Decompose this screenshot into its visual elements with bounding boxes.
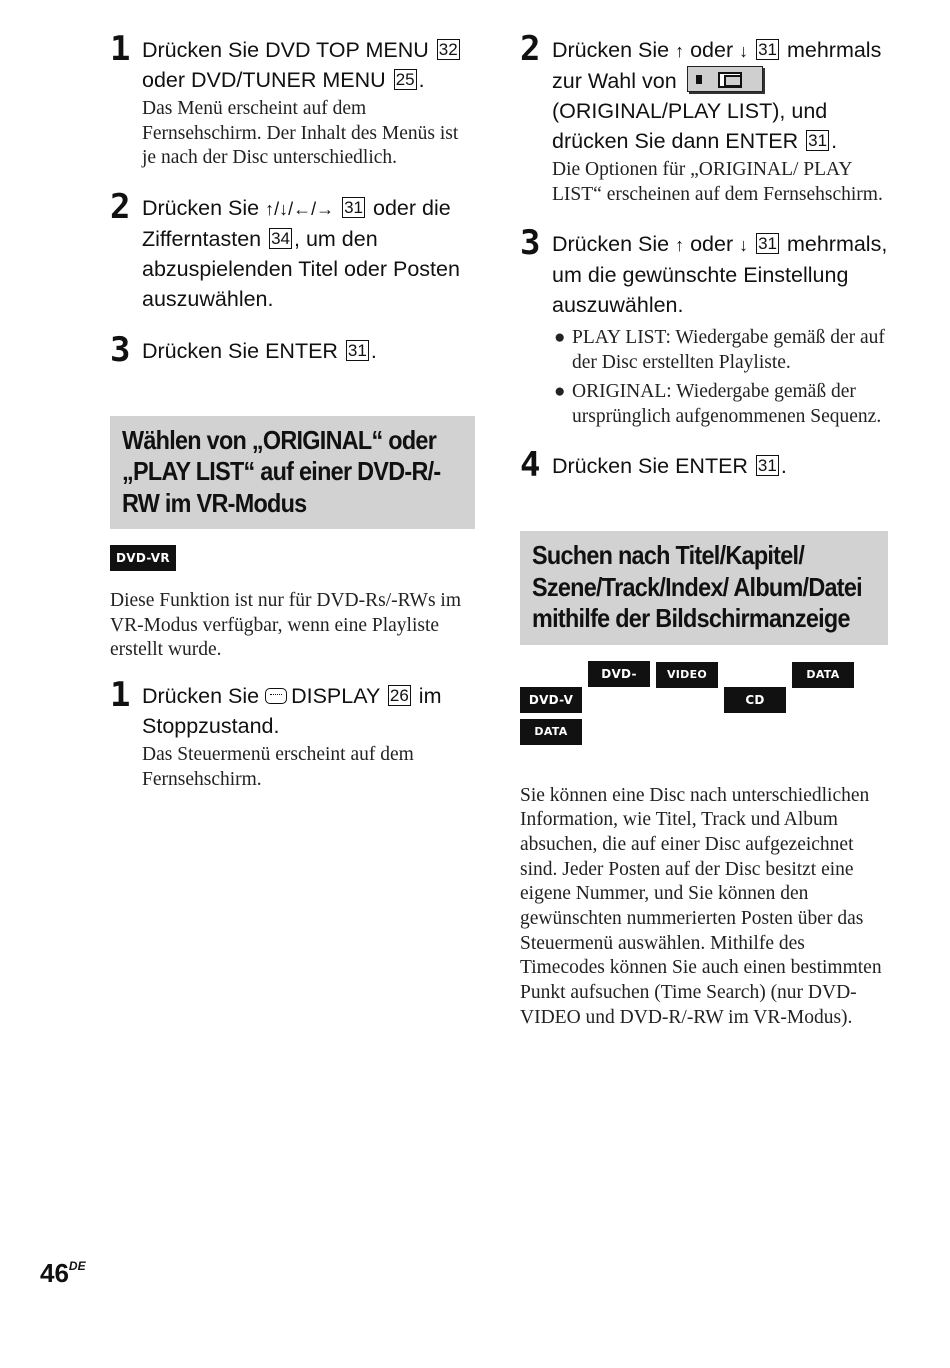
step-number: 1 (110, 675, 131, 716)
step-number: 4 (520, 445, 541, 485)
ref-number: 26 (389, 686, 409, 706)
up-arrow-icon: ↑ (675, 235, 685, 255)
section-heading-search (520, 531, 888, 645)
disc-badge-data-cd: DATA CD (792, 662, 854, 688)
step-number: 3 (520, 223, 541, 263)
step-instruction: Drücken Sie DVD TOP MENU 32 oder DVD/TUNER MENU 25 . (142, 38, 458, 92)
disc-badge-video-cd: VIDEO CD (656, 662, 718, 688)
up-arrow-icon: ↑ (675, 41, 685, 61)
ref-number: 32 (438, 40, 458, 59)
step-note: Das Steuermenü erscheint auf dem Fernsehschirm. (142, 744, 414, 790)
section-title: Wählen von „ORIGINAL“ oder „PLAY LIST“ auf einer DVD-R/-RW im VR-Modus (122, 424, 441, 518)
step-instruction: Drücken Sie ↑/↓/←/→ 31 oder die Zifferntasten 34 , um den abzuspielenden Titel oder Posten auszuwählen. (142, 195, 460, 311)
step-number: 2 (110, 186, 131, 227)
ref-number: 31 (808, 131, 828, 150)
down-arrow-icon: ↓ (739, 235, 749, 255)
step-instruction: Drücken Sie ENTER 31 . (552, 454, 787, 478)
ref-number: 31 (757, 456, 777, 475)
ref-number: 25 (395, 70, 415, 89)
ref-number: 31 (344, 197, 364, 217)
step-note: Die Optionen für „ORIGINAL/ PLAY LIST“ erscheinen auf dem Fernsehschirm. (552, 159, 883, 205)
disc-badge-cd: CD (724, 687, 786, 713)
step-instruction: Drücken Sie ↑ oder ↓ 31 mehrmals zur Wahl von (ORIGINAL/PLAY LIST), und drücken Sie dann ENTER 31 . (552, 38, 882, 153)
arrow-keys-icon: ↑/↓/←/→ (265, 198, 335, 219)
step-number: 3 (110, 329, 131, 370)
step-2-original-playlist (520, 29, 888, 207)
display-button-icon (265, 688, 287, 704)
option-list (552, 326, 888, 429)
bullet-icon: ● (554, 327, 566, 348)
disc-badge-dvd-v: DVD-V (520, 687, 582, 713)
section-title: Suchen nach Titel/Kapitel/ Szene/Track/Index/ Album/Datei mithilfe der Bildschirmanzeige (532, 540, 862, 633)
right-column (520, 29, 888, 1031)
down-arrow-icon: ↓ (739, 41, 749, 61)
page-number: 46DE (40, 1258, 86, 1288)
step-1-display (110, 675, 475, 792)
disc-badges (110, 545, 475, 577)
step-number: 1 (110, 29, 131, 69)
disc-badges (520, 661, 890, 766)
bullet-icon: ● (554, 381, 566, 402)
step-2-select-title (110, 186, 475, 314)
step-number: 2 (520, 29, 541, 69)
step-3-enter (110, 329, 475, 370)
ref-number: 31 (758, 234, 777, 253)
original-playlist-menu-icon (687, 66, 763, 92)
list-item: ● ORIGINAL: Wiedergabe gemäß der ursprünglich aufgenommenen Sequenz. (554, 381, 882, 427)
left-column (110, 29, 475, 814)
list-item: ● PLAY LIST: Wiedergabe gemäß der auf der Disc erstellten Playliste. (554, 327, 885, 373)
disc-badge-data-dvd: DATA DVD (520, 719, 582, 745)
disc-badge-dvd-vr: DVD-VR (110, 545, 176, 571)
step-4-enter (520, 445, 888, 485)
ref-number: 31 (347, 340, 367, 360)
intro-paragraph: Diese Funktion ist nur für DVD-Rs/-RWs im VR-Modus verfügbar, wenn eine Playliste erstellt wurde. (110, 590, 461, 661)
step-1-top-menu (110, 29, 475, 171)
step-instruction: Drücken Sie ENTER 31 . (142, 338, 377, 363)
search-description: Sie können eine Disc nach unterschiedlichen Information, wie Titel, Track und Album absuchen, die auf einer Disc aufgezeichnet sind. Jeder Posten auf der Disc besitzt eine eigene Nummer, und Sie können den gewünschten nummerierten Posten über das Steuermenü auswählen. Mithilfe des Timecodes können Sie auch einen bestimmten Punkt aufsuchen (Time Search) (nur DVD-VIDEO und DVD-R/-RW im VR-Modus). (520, 784, 882, 1028)
language-code: DE (68, 1259, 86, 1273)
ref-number: 34 (271, 228, 291, 248)
section-heading-original-playlist (110, 416, 475, 530)
step-instruction: Drücken Sie DISPLAY 26 im Stoppzustand. (142, 684, 442, 739)
step-note: Das Menü erscheint auf dem Fernsehschirm. Der Inhalt des Menüs ist je nach der Disc unterschiedlich. (142, 98, 459, 168)
ref-number: 31 (758, 40, 777, 59)
disc-badge-dvd-vr: DVD-VR (588, 661, 650, 687)
step-3-select-setting (520, 223, 888, 429)
step-instruction: Drücken Sie ↑ oder ↓ 31 mehrmals, um die gewünschte Einstellung auszuwählen. (552, 232, 888, 317)
